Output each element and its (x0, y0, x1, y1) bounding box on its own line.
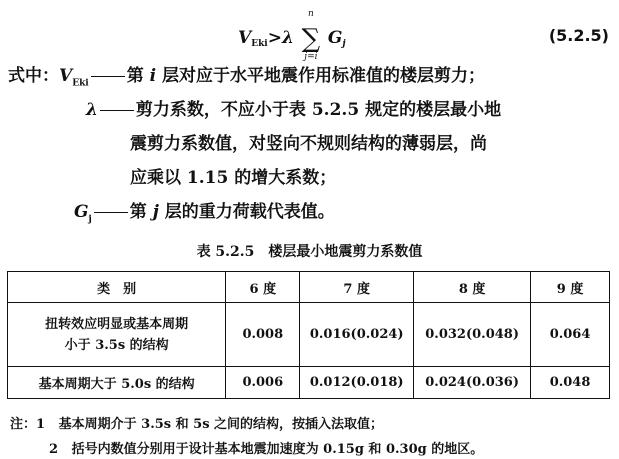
table-caption: 表 5.2.5 楼层最小地震剪力系数值 (196, 244, 423, 260)
formula (238, 9, 346, 62)
note-text: 基本周期介于 3.5s 和 5s 之间的结构，按插入法取值； (58, 417, 384, 432)
table-cell: 0.024(0.036) (414, 367, 531, 399)
definition-gj: $G_j$ 第 j 层的重力荷载代表值。 (74, 202, 335, 225)
sigma-symbol: ∑ (301, 24, 321, 54)
em-dash (91, 76, 125, 77)
definition-symbol: λ (86, 100, 98, 120)
table-cell-category: 扭转效应明显或基本周期 小于 3.5s 的结构 (8, 303, 226, 367)
formula-lhs-subscript: Eki (251, 39, 268, 49)
definition-symbol: $G_j$ (74, 202, 92, 225)
table-cell: 0.064 (531, 303, 610, 367)
formula-term-symbol: G (327, 28, 343, 48)
definition-vek: 式中：$V_{Eki}$ 第 i 层对应于水平地震作用标准值的楼层剪力； (8, 66, 486, 89)
table-header: 6 度 (226, 272, 300, 303)
note-number: 2 (49, 442, 59, 457)
table-header: 8 度 (414, 272, 531, 303)
table-cell: 0.012(0.018) (300, 367, 414, 399)
note-2 (49, 438, 483, 457)
note-text: 括号内数值分别用于设计基本地震加速度为 0.15g 和 0.30g 的地区。 (71, 442, 484, 457)
note-1 (10, 413, 383, 432)
definition-lambda-line2: 震剪力系数值，对竖向不规则结构的薄弱层，尚 (130, 134, 487, 154)
definitions-intro: 式中： (8, 66, 59, 86)
table-cell: 0.048 (531, 367, 610, 399)
table-row (8, 303, 610, 367)
equation-number: (5.2.5) (548, 26, 609, 45)
table-header: 类 别 (8, 272, 226, 303)
em-dash (94, 212, 128, 213)
formula-operator: > (267, 28, 282, 48)
table-cell: 0.032(0.048) (414, 303, 531, 367)
note-number: 1 (36, 417, 46, 432)
table-cell: 0.008 (226, 303, 300, 367)
sum-lower-limit: j=i (304, 52, 318, 62)
table-cell: 0.006 (226, 367, 300, 399)
notes-prefix: 注： (10, 417, 37, 432)
summation (298, 9, 324, 62)
table-header: 9 度 (531, 272, 610, 303)
table-header-row (8, 272, 610, 303)
sum-upper-limit: n (307, 9, 314, 19)
formula-lambda: λ (281, 28, 294, 48)
definition-lambda: λ 剪力系数，不应小于表 5.2.5 规定的楼层最小地 (86, 100, 502, 120)
table-header: 7 度 (300, 272, 414, 303)
table-cell-category: 基本周期大于 5.0s 的结构 (8, 367, 226, 399)
em-dash (100, 110, 134, 111)
definition-lambda-line3: 应乘以 1.15 的增大系数； (130, 168, 337, 188)
formula-term-subscript: j (342, 39, 346, 49)
definition-symbol: $V_{Eki}$ (59, 66, 89, 89)
formula-lhs-symbol: V (238, 28, 252, 48)
table-cell: 0.016(0.024) (300, 303, 414, 367)
table-row (8, 367, 610, 399)
coefficient-table (7, 271, 610, 399)
